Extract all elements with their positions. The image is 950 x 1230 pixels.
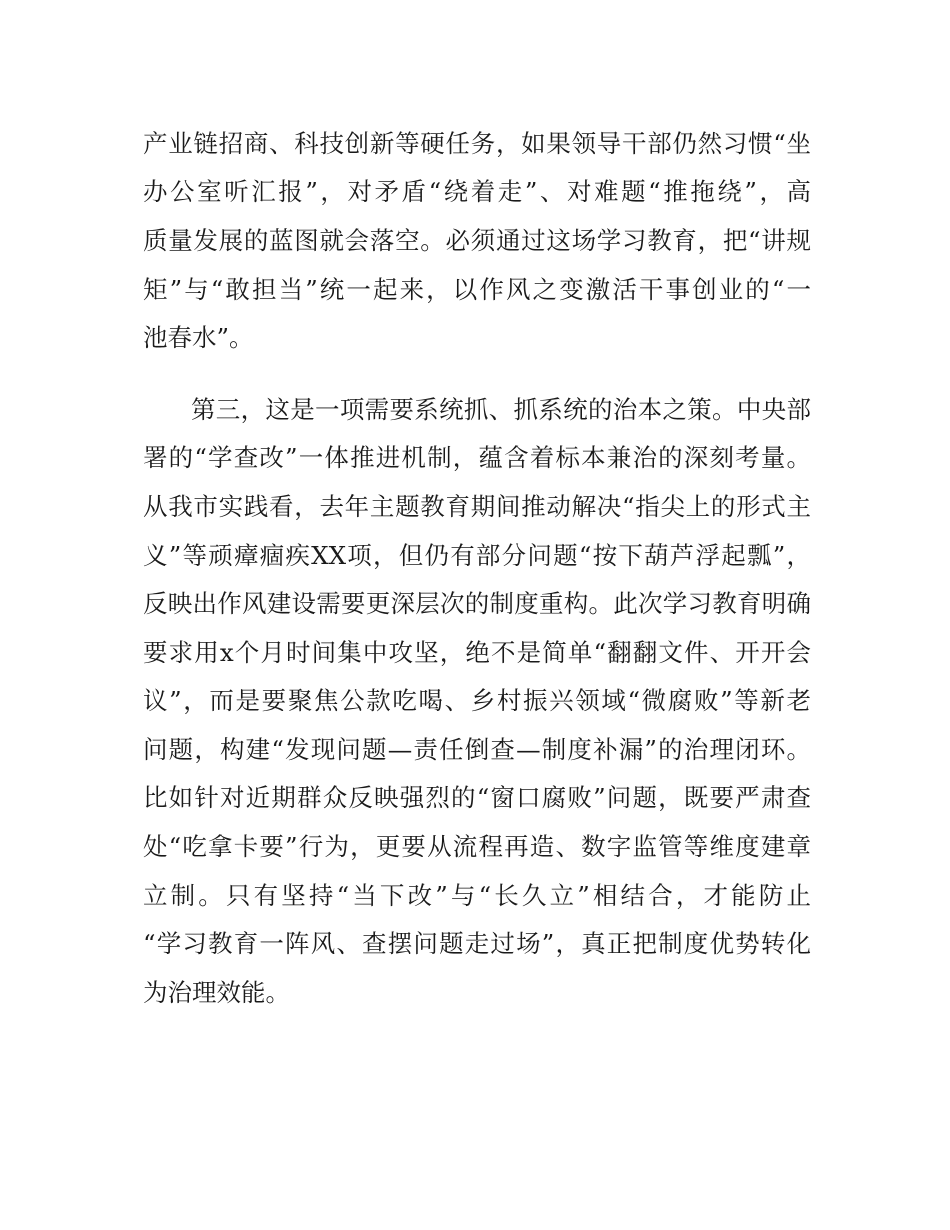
paragraph-line: 第三，这是一项需要系统抓、抓系统的治本之策。中央部 [191, 395, 811, 424]
paragraph-line: 处“吃拿卡要”行为，更要从流程再造、数字监管等维度建章 [143, 832, 811, 861]
paragraph-line: 立制。只有坚持“当下改”与“长久立”相结合，才能防止 [143, 881, 811, 910]
paragraph-line: 矩”与“敢担当”统一起来，以作风之变激活干事创业的“一 [143, 275, 811, 304]
paragraph-line: 从我市实践看，去年主题教育期间推动解决“指尖上的形式主 [143, 492, 811, 521]
paragraph-line: 为治理效能。 [143, 978, 290, 1007]
paragraph-line: 义”等顽瘴痼疾XX项，但仍有部分问题“按下葫芦浮起瓢”， [143, 541, 811, 570]
paragraph-line: 产业链招商、科技创新等硬任务，如果领导干部仍然习惯“坐 [143, 129, 811, 158]
paragraph-line: “学习教育一阵风、查摆问题走过场”，真正把制度优势转化 [143, 929, 811, 958]
paragraph-line: 问题，构建“发现问题—责任倒查—制度补漏”的治理闭环。 [143, 735, 811, 764]
paragraph-line: 议”，而是要聚焦公款吃喝、乡村振兴领域“微腐败”等新老 [143, 686, 811, 715]
paragraph-line: 办公室听汇报”，对矛盾“绕着走”、对难题“推拖绕”，高 [143, 177, 811, 206]
paragraph-line: 质量发展的蓝图就会落空。必须通过这场学习教育，把“讲规 [143, 226, 811, 255]
paragraph-line: 池春水”。 [143, 323, 254, 352]
paragraph-line: 比如针对近期群众反映强烈的“窗口腐败”问题，既要严肃查 [143, 783, 811, 812]
paragraph-line: 反映出作风建设需要更深层次的制度重构。此次学习教育明确 [143, 589, 811, 618]
paragraph-line: 要求用x个月时间集中攻坚，绝不是简单“翻翻文件、开开会 [143, 638, 811, 667]
paragraph-line: 署的“学查改”一体推进机制，蕴含着标本兼治的深刻考量。 [143, 443, 811, 472]
